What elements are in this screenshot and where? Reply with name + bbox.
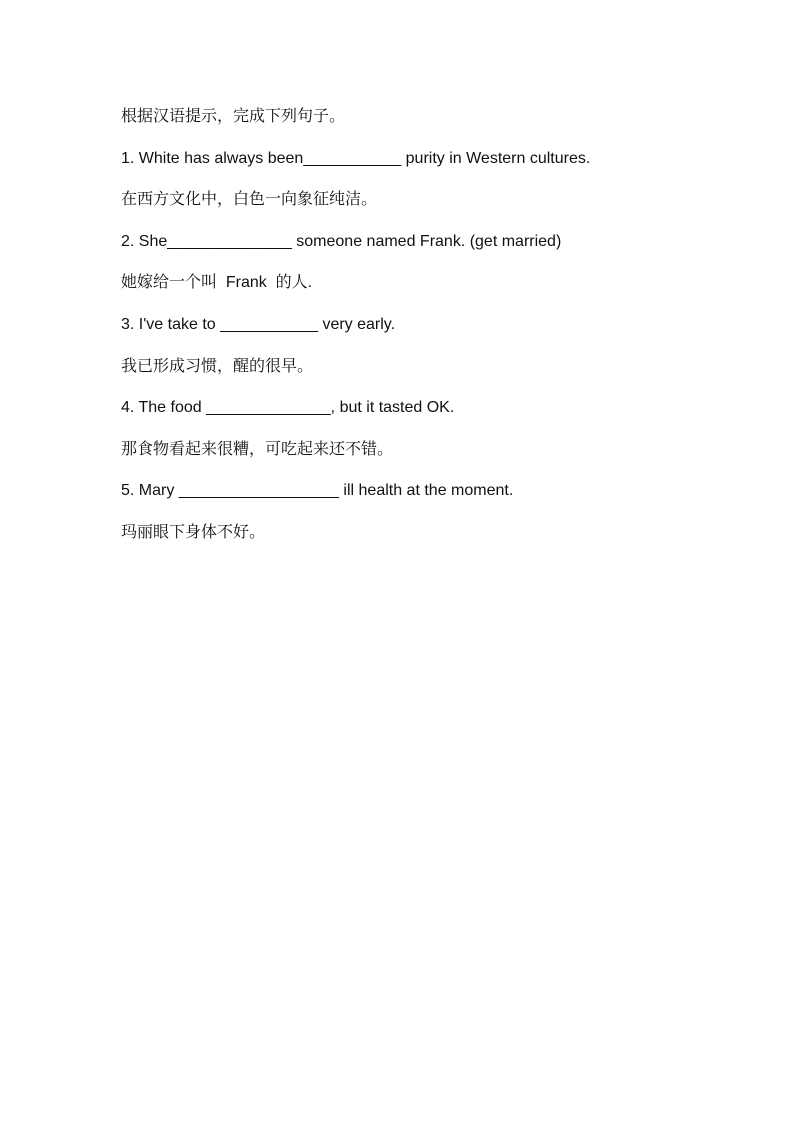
exercise-4-english: 4. The food ______________, but it tasted OK.	[121, 399, 455, 417]
exercise-5-chinese: 玛丽眼下身体不好。	[121, 523, 266, 541]
exercise-2-english: 2. She______________ someone named Frank. (get married)	[121, 232, 562, 250]
exercise-2-chinese: 她嫁给一个叫 Frank 的人.	[121, 274, 313, 292]
exercise-5-english: 5. Mary __________________ ill health at the moment.	[121, 482, 514, 500]
exercise-3-english: 3. I've take to ___________ very early.	[121, 315, 396, 333]
exercise-1-chinese: 在西方文化中，白色一向象征纯洁。	[121, 191, 378, 209]
exercise-1-english: 1. White has always been___________ purity in Western cultures.	[121, 149, 591, 167]
exercise-3-chinese: 我已形成习惯，醒的很早。	[121, 357, 314, 375]
exercise-content	[121, 104, 721, 562]
instruction-text: 根据汉语提示，完成下列句子。	[121, 108, 346, 125]
exercise-4-chinese: 那食物看起来很糟，可吃起来还不错。	[121, 440, 394, 458]
